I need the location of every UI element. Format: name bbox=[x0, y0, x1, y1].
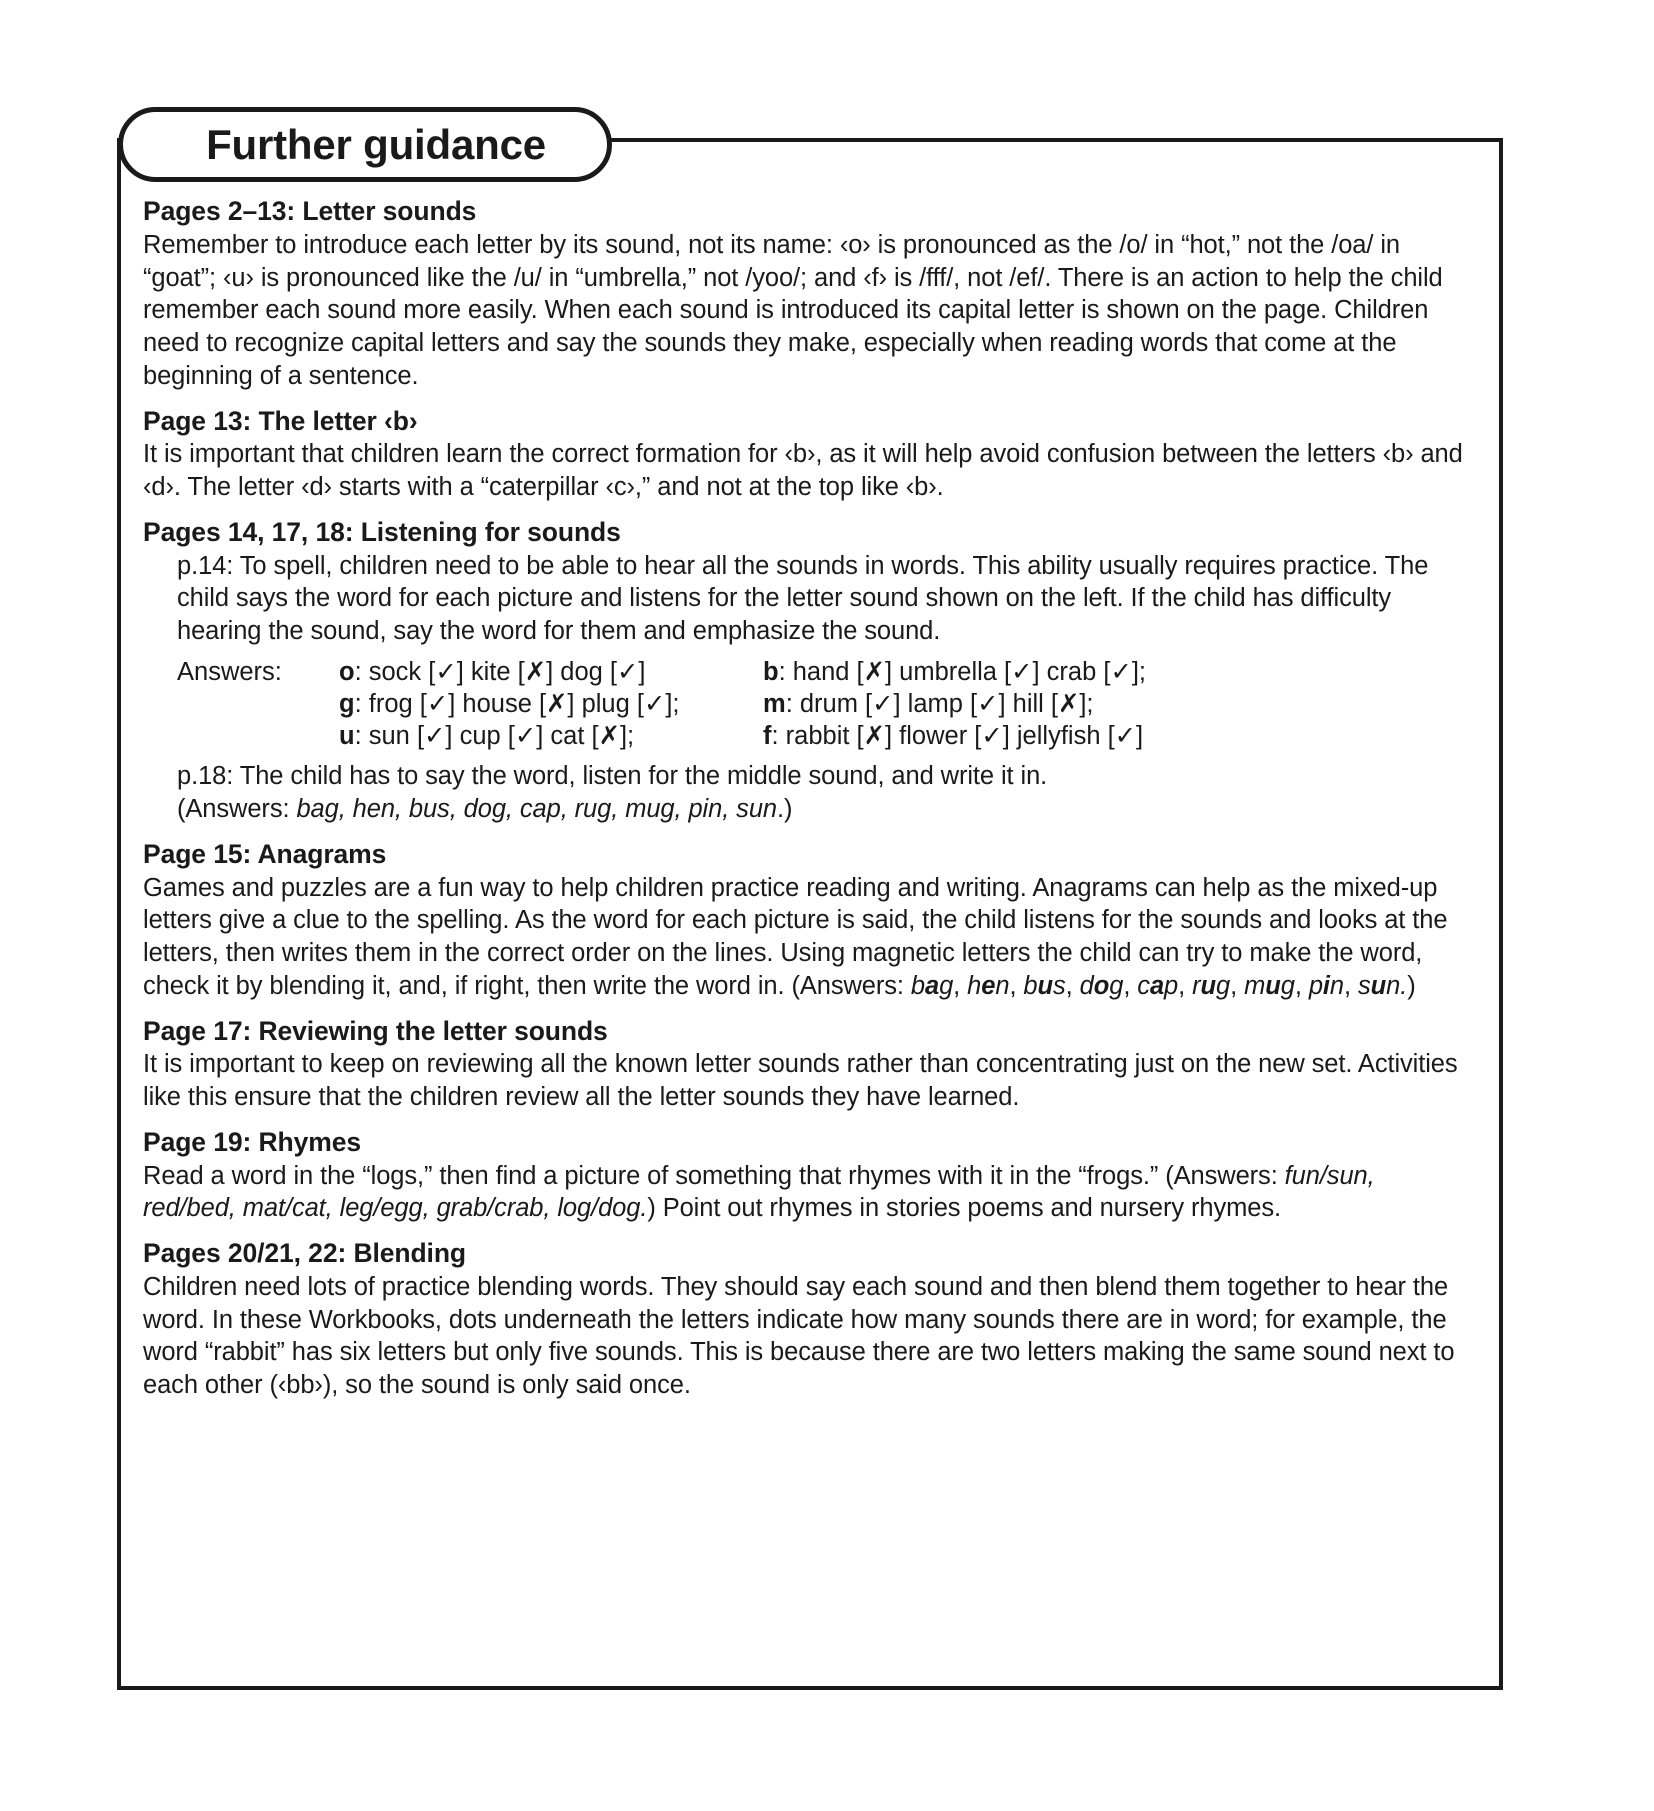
section-body-anagrams bbox=[143, 872, 1467, 1003]
answer-items: : frog [✓] house [✗] plug [✓]; bbox=[354, 689, 680, 718]
answers-row bbox=[177, 656, 1467, 752]
answers-columns bbox=[339, 656, 1467, 752]
anagram-answer-words: bag, hen, bus, dog, cap, rug, mug, pin, sun. bbox=[910, 971, 1408, 1000]
anagram-word: bag bbox=[910, 971, 954, 1000]
further-guidance-panel bbox=[117, 138, 1503, 1690]
answer-items: : sock [✓] kite [✗] dog [✓] bbox=[354, 657, 646, 686]
anagram-word: mug bbox=[1244, 971, 1295, 1000]
section-rhymes bbox=[143, 1127, 1467, 1225]
answer-line bbox=[339, 656, 763, 688]
rhymes-answer-pairs: fun/sun, red/bed, mat/cat, leg/egg, grab/crab, log/dog. bbox=[143, 1161, 1375, 1223]
answer-sound: f bbox=[763, 722, 772, 751]
answer-line bbox=[339, 720, 763, 752]
section-blending bbox=[143, 1238, 1467, 1402]
section-body-rhymes bbox=[143, 1160, 1467, 1226]
answer-line bbox=[763, 720, 1467, 752]
answer-sound: b bbox=[763, 657, 779, 686]
anagram-word: dog bbox=[1079, 971, 1124, 1000]
answer-sound: o bbox=[339, 657, 355, 686]
section-listening-for-sounds bbox=[143, 517, 1467, 826]
answers-column-right bbox=[763, 656, 1467, 752]
section-heading-letter-sounds: Pages 2–13: Letter sounds bbox=[143, 196, 477, 226]
answer-items: : hand [✗] umbrella [✓] crab [✓]; bbox=[778, 657, 1146, 686]
p18-answers-suffix: .) bbox=[776, 795, 793, 823]
paragraph-p14: p.14: To spell, children need to be able to hear all the sounds in words. This ability usually requires practice. The child says the word for each picture and listens for the letter sound shown on the left. If the child has difficulty hearing the sound, say the word for them and emphasize the sound. bbox=[177, 551, 1429, 646]
section-reviewing-letter-sounds bbox=[143, 1016, 1467, 1114]
anagram-word: pin bbox=[1308, 971, 1344, 1000]
answers-block-p14 bbox=[143, 656, 1467, 752]
further-guidance-title-tab bbox=[118, 107, 612, 182]
answer-items: : rabbit [✗] flower [✓] jellyfish [✓] bbox=[771, 722, 1144, 751]
guidance-content bbox=[143, 196, 1473, 1402]
section-body-reviewing-letter-sounds: It is important to keep on reviewing all the known letter sounds rather than concentrating just on the new set. Activities like this ensure that the children review all the letter sounds they have learned. bbox=[143, 1050, 1458, 1112]
answer-sound: m bbox=[763, 689, 786, 718]
answer-line bbox=[763, 688, 1467, 720]
section-body-letter-sounds: Remember to introduce each letter by its sound, not its name: ‹o› is pronounced as the /o/ in “hot,” not the /oa/ in “goat”; ‹u› is pronounced like the /u/ in “umbrella,” not /yoo/; and ‹f› is /fff/, not /ef/. There is an action to help the child remember each sound more easily. When each sound is introduced its capital letter is shown on the page. Children need to recognize capital letters and say the sounds they make, especially when reading words that come at the beginning of a sentence. bbox=[143, 230, 1443, 390]
answer-line bbox=[763, 656, 1467, 688]
section-body-letter-b: It is important that children learn the correct formation for ‹b›, as it will help avoid confusion between the letters ‹b› and ‹d›. The letter ‹d› starts with a “caterpillar ‹c›,” and not at the top like ‹b›. bbox=[143, 440, 1463, 502]
answer-items: : drum [✓] lamp [✓] hill [✗]; bbox=[785, 689, 1094, 718]
anagrams-text-end: ) bbox=[1407, 971, 1416, 1000]
answer-line bbox=[339, 688, 763, 720]
anagram-word: hen bbox=[967, 971, 1010, 1000]
section-heading-rhymes: Page 19: Rhymes bbox=[143, 1126, 361, 1157]
section-heading-listening-for-sounds: Pages 14, 17, 18: Listening for sounds bbox=[143, 516, 621, 547]
anagram-word: cap bbox=[1137, 971, 1179, 1000]
p18-answers-prefix: (Answers: bbox=[177, 795, 297, 823]
anagram-word: bus bbox=[1023, 971, 1066, 1000]
paragraph-p18-answers bbox=[143, 793, 1467, 826]
anagram-word: rug bbox=[1192, 971, 1231, 1000]
section-heading-blending: Pages 20/21, 22: Blending bbox=[143, 1238, 466, 1269]
answer-items: : sun [✓] cup [✓] cat [✗]; bbox=[354, 722, 635, 751]
anagrams-text: Games and puzzles are a fun way to help children practice reading and writing. Anagrams can help as the mixed-up letters give a clue to the spelling. As the word for each picture is said, the child listens for the sounds and looks at the letters, then writes them in the correct order on the lines. Using magnetic letters the child can try to make the word, check it by blending it, and, if right, then write the word in. (Answers: bbox=[143, 873, 1448, 1000]
answer-sound: u bbox=[339, 722, 355, 751]
rhymes-text-end: ) Point out rhymes in stories poems and nursery rhymes. bbox=[647, 1194, 1281, 1223]
anagram-word: sun. bbox=[1357, 971, 1408, 1000]
section-letter-sounds bbox=[143, 196, 1467, 393]
answers-label: Answers: bbox=[177, 657, 282, 686]
p18-answers-words: bag, hen, bus, dog, cap, rug, mug, pin, sun bbox=[296, 795, 777, 823]
section-body-blending: Children need lots of practice blending words. They should say each sound and then blend them together to hear the word. In these Workbooks, dots underneath the letters indicate how many sounds there are in word; for example, the word “rabbit” has six letters but only five sounds. This is because there are two letters making the same sound next to each other (‹bb›), so the sound is only said once. bbox=[143, 1272, 1455, 1400]
section-heading-reviewing-letter-sounds: Page 17: Reviewing the letter sounds bbox=[143, 1015, 608, 1046]
section-heading-letter-b: Page 13: The letter ‹b› bbox=[143, 405, 418, 436]
page-title: Further guidance bbox=[206, 120, 546, 168]
answers-column-left bbox=[339, 656, 763, 752]
answer-sound: g bbox=[339, 689, 355, 718]
rhymes-text: Read a word in the “logs,” then find a picture of something that rhymes with it in the “frogs.” (Answers: bbox=[143, 1161, 1285, 1190]
paragraph-p18: p.18: The child has to say the word, listen for the middle sound, and write it in. bbox=[177, 762, 1048, 791]
section-anagrams bbox=[143, 839, 1467, 1003]
section-heading-anagrams: Page 15: Anagrams bbox=[143, 838, 387, 869]
section-letter-b bbox=[143, 406, 1467, 504]
